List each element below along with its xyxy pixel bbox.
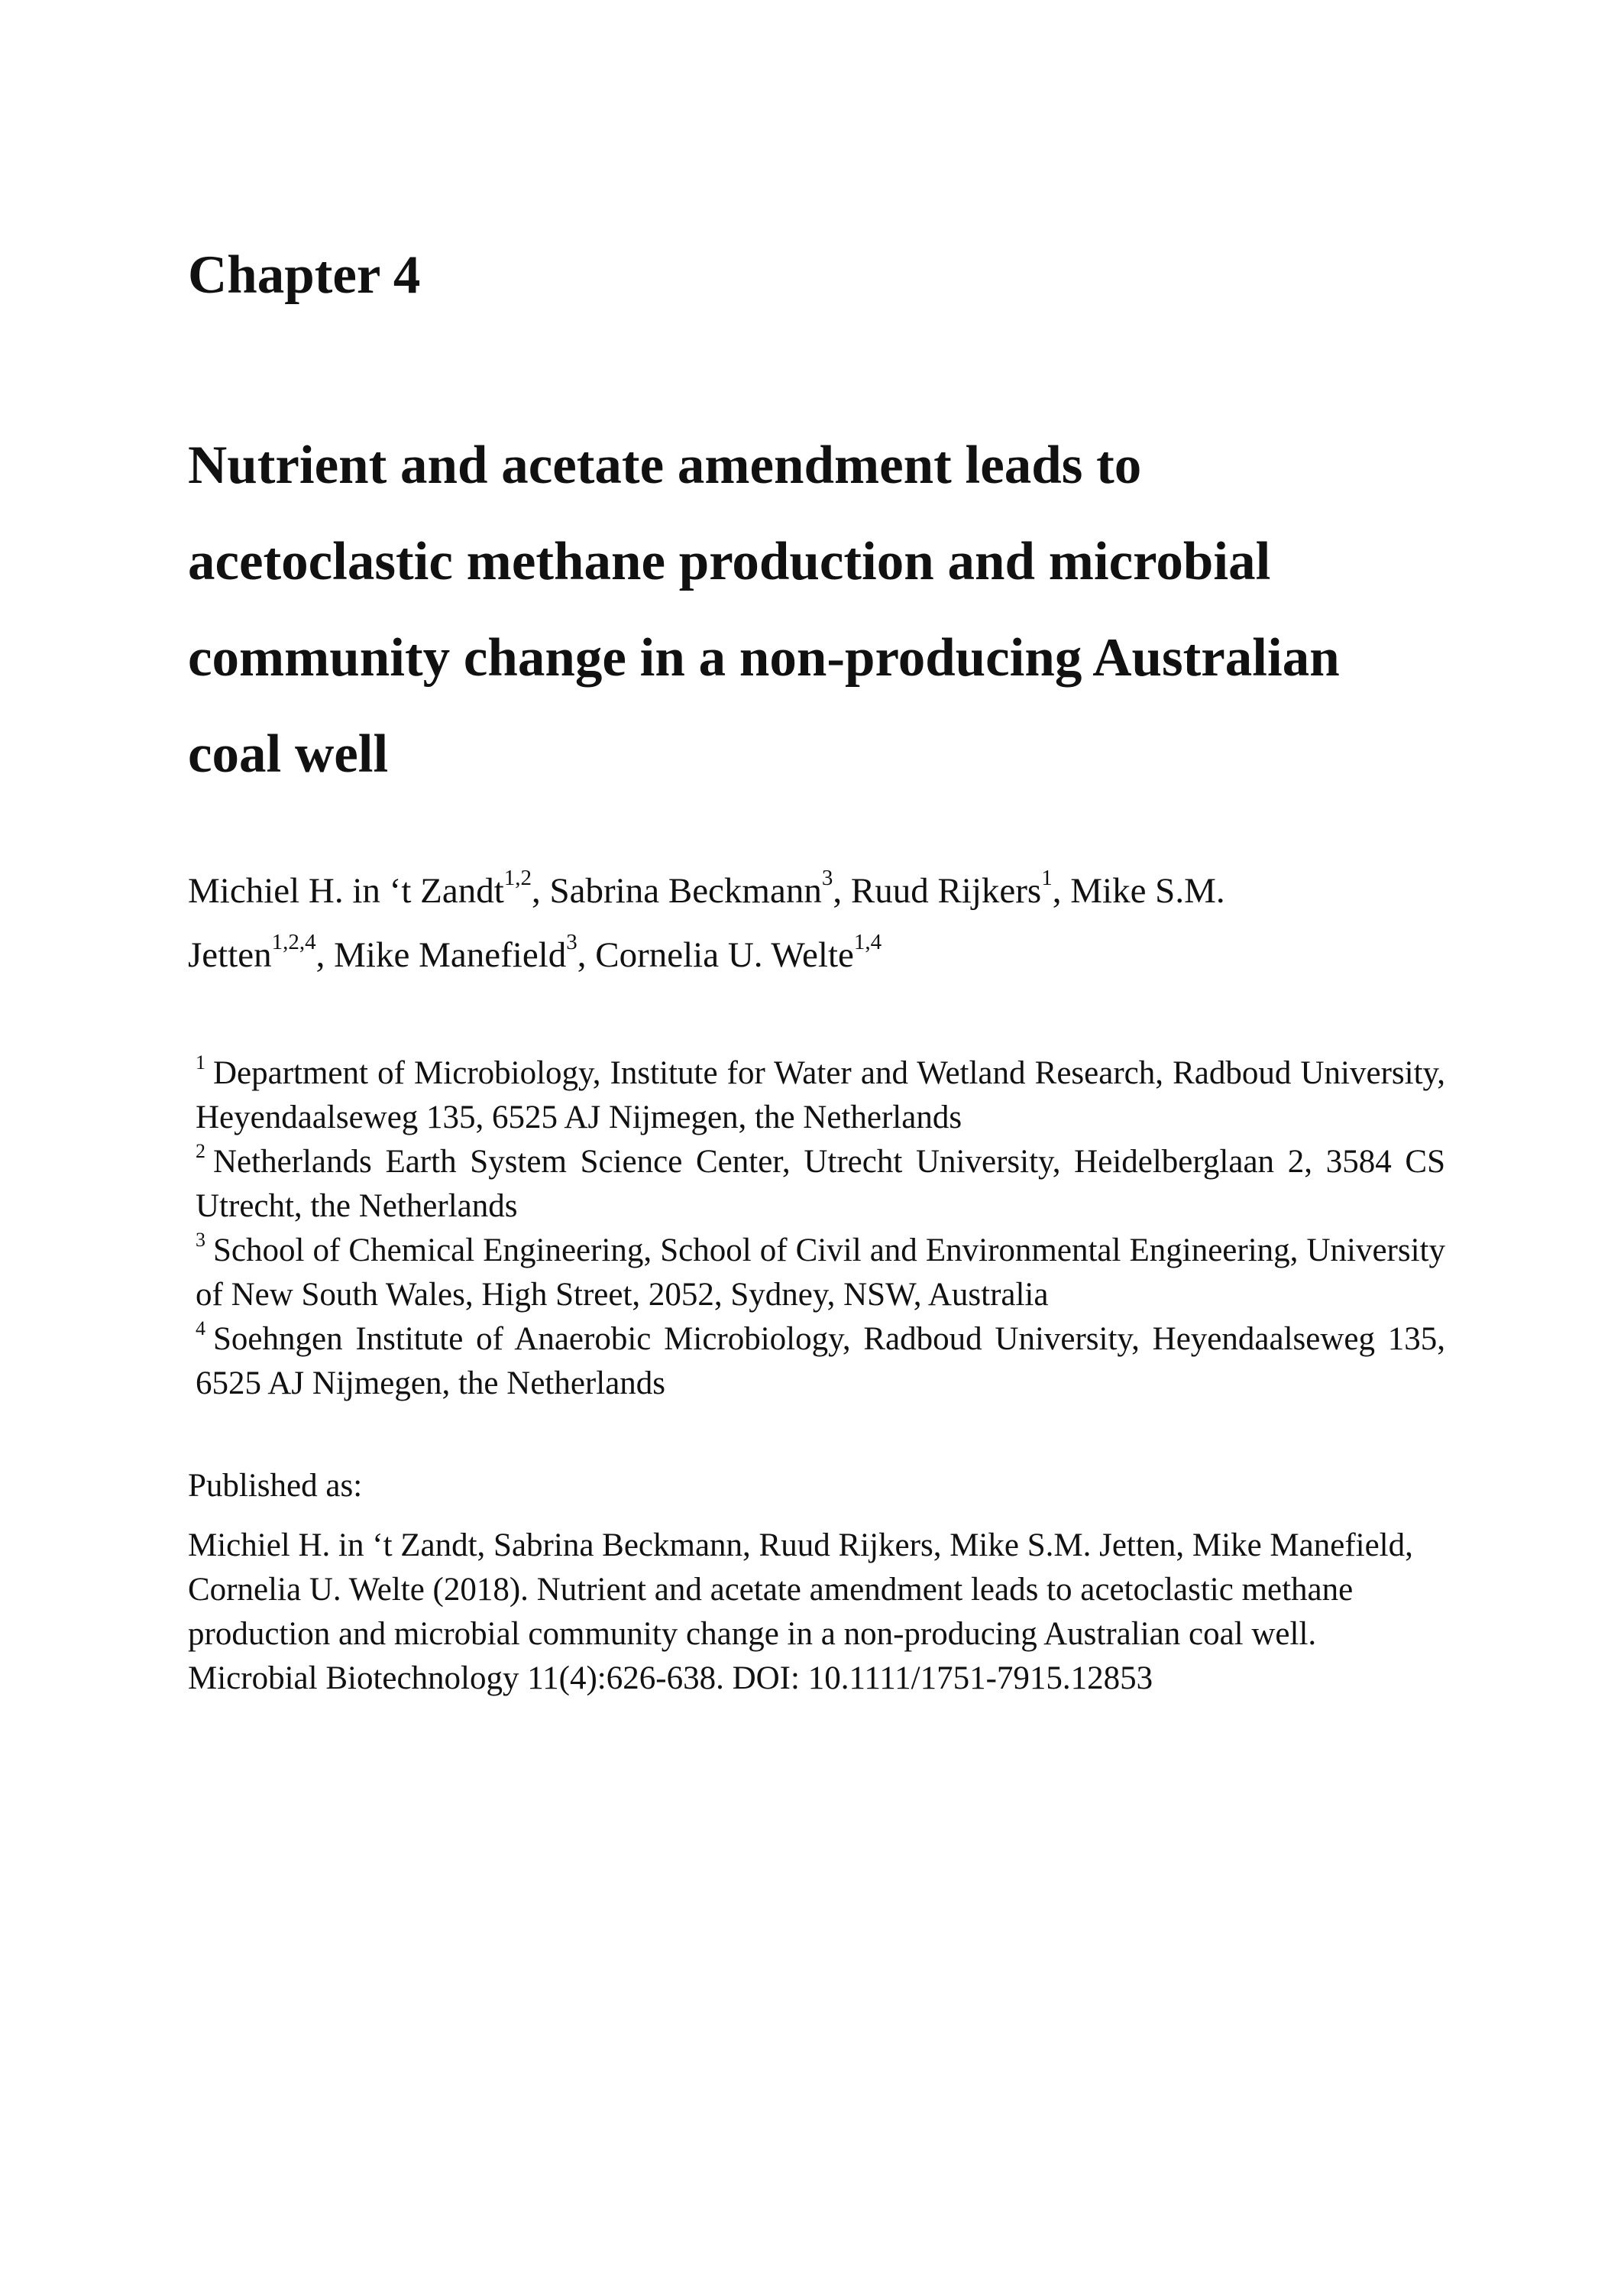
affiliation-text: Soehngen Institute of Anaerobic Microbiology, Radboud University, Heyendaalseweg 135, 6525 AJ Nijmegen, the Netherlands [196, 1321, 1445, 1401]
affiliation-text: Netherlands Earth System Science Center, Utrecht University, Heidelberglaan 2, 3584 CS Utrecht, the Netherlands [196, 1144, 1445, 1224]
citation-line: Cornelia U. Welte (2018). Nutrient and acetate amendment leads to acetoclastic methane [188, 1572, 1354, 1608]
title-line: coal well [188, 724, 389, 784]
affiliation-number: 4 [196, 1317, 205, 1339]
author-separator: , [833, 871, 851, 911]
title-line: acetoclastic methane production and microbial [188, 532, 1271, 591]
author-name: Sabrina Beckmann [549, 871, 822, 911]
affiliation-number: 2 [196, 1139, 205, 1162]
citation-line: Michiel H. in ‘t Zandt, Sabrina Beckmann, Ruud Rijkers, Mike S.M. Jetten, Mike Manefield, [188, 1527, 1413, 1563]
affiliation-item [196, 1229, 1445, 1317]
citation-line: Microbial Biotechnology 11(4):626-638. DOI: 10.1111/1751-7915.12853 [188, 1660, 1153, 1696]
citation [188, 1524, 1532, 1701]
affiliation-item [196, 1051, 1445, 1140]
author-affiliation-marker: 1,4 [853, 930, 882, 955]
author-name: Mike Manefield [334, 935, 567, 975]
author-name: Mike S.M. [1070, 871, 1225, 911]
title-line: Nutrient and acetate amendment leads to [188, 436, 1142, 495]
chapter-label: Chapter 4 [188, 245, 421, 305]
author-name: Ruud Rijkers [850, 871, 1042, 911]
author-name: Michiel H. in ‘t Zandt [188, 871, 504, 911]
author-affiliation-marker: 1,2 [503, 866, 532, 891]
citation-line: production and microbial community change in a non-producing Australian coal well. [188, 1616, 1317, 1652]
author-separator: , [532, 871, 550, 911]
author-affiliation-marker: 1 [1041, 866, 1053, 891]
affiliation-list [196, 1051, 1445, 1406]
author-separator: , [1052, 871, 1071, 911]
published-as-label: Published as: [188, 1468, 363, 1504]
affiliation-item [196, 1140, 1445, 1229]
author-affiliation-marker: 3 [821, 866, 833, 891]
paper-title [188, 417, 1487, 802]
author-list [188, 859, 1502, 987]
affiliation-text: Department of Microbiology, Institute for Water and Wetland Research, Radboud University, Heyendaalseweg 135, 6525 AJ Nijmegen, the Netherlands [196, 1055, 1445, 1135]
affiliation-item [196, 1317, 1445, 1406]
author-line [188, 859, 1502, 923]
author-affiliation-marker: 1,2,4 [271, 930, 316, 955]
author-line [188, 923, 1502, 987]
author-separator: , [577, 935, 596, 975]
affiliation-text: School of Chemical Engineering, School of Civil and Environmental Engineering, University of New South Wales, High Street, 2052, Sydney, NSW, Australia [196, 1232, 1445, 1313]
affiliation-number: 3 [196, 1228, 205, 1251]
author-name: Cornelia U. Welte [595, 935, 854, 975]
affiliation-number: 1 [196, 1051, 205, 1074]
author-name: Jetten [188, 935, 272, 975]
author-separator: , [315, 935, 335, 975]
author-affiliation-marker: 3 [566, 930, 577, 955]
title-line: community change in a non-producing Australian [188, 628, 1340, 688]
